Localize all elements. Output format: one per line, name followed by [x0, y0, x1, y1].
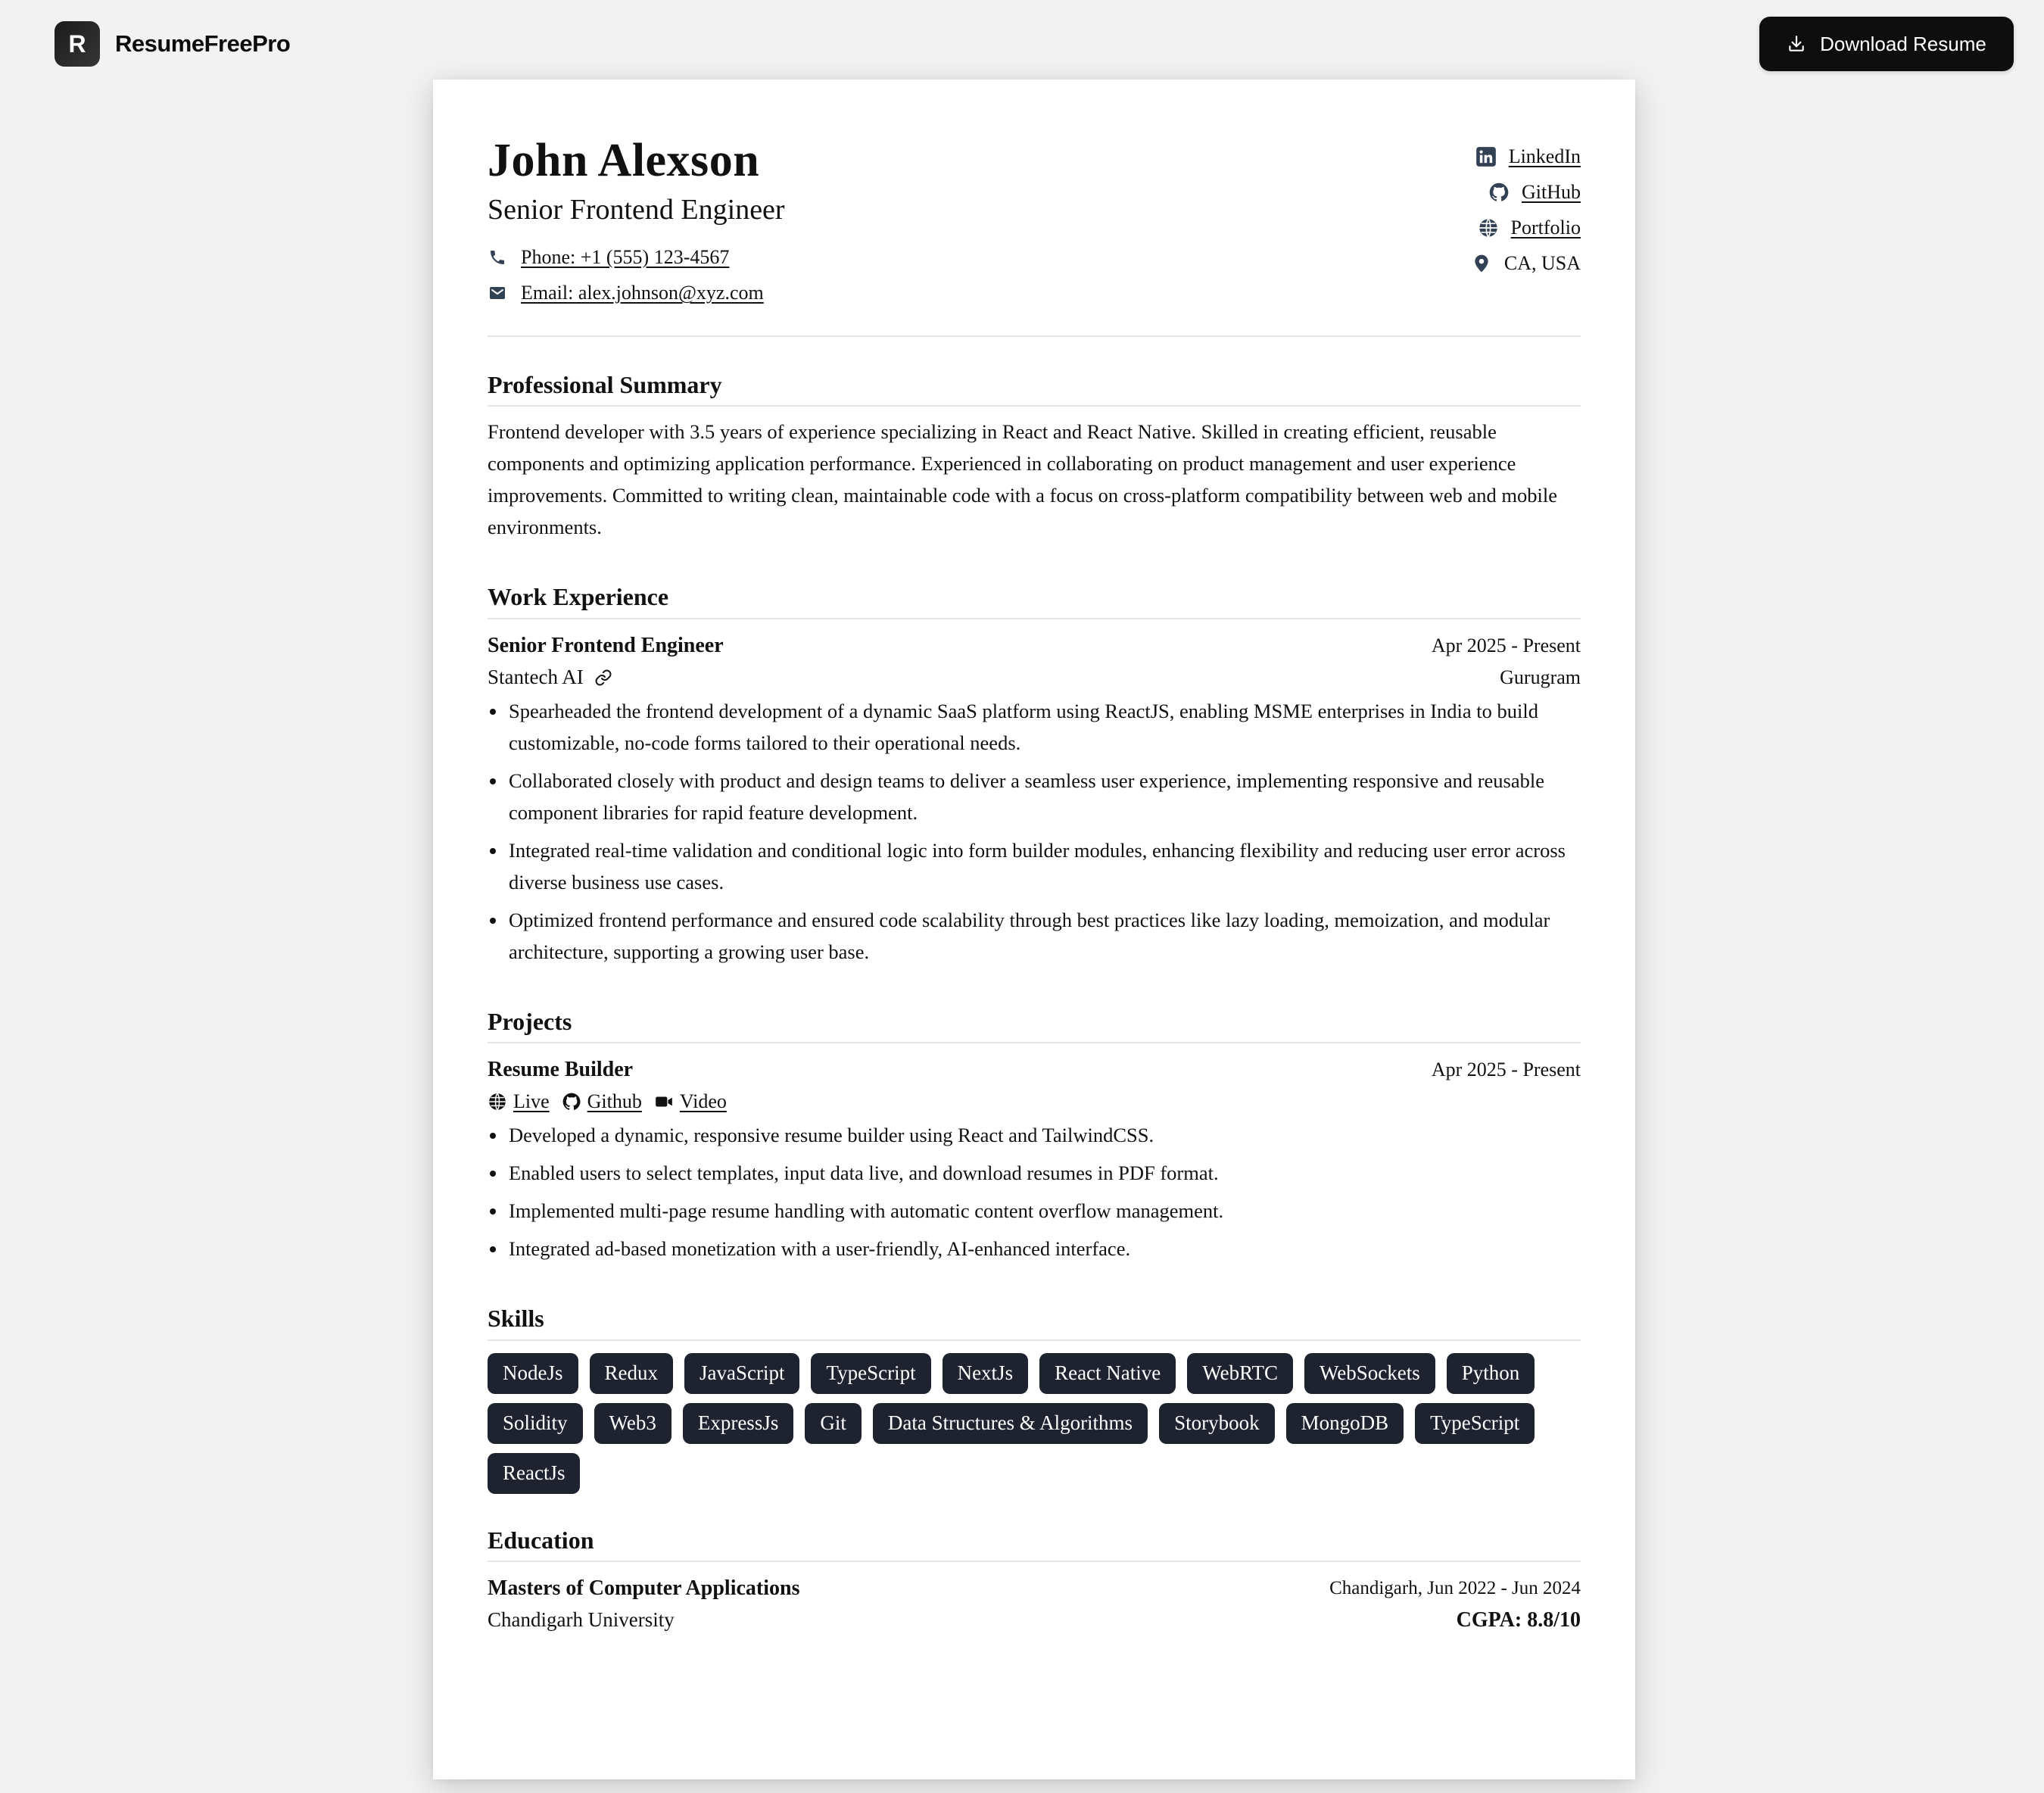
section-title-summary: Professional Summary: [488, 370, 1581, 407]
skills-list: [488, 1353, 1563, 1494]
download-icon: [1787, 34, 1806, 54]
section-title-education: Education: [488, 1526, 1581, 1562]
brand-name: ResumeFreePro: [115, 30, 291, 57]
education-grade: CGPA: 8.8/10: [1456, 1607, 1581, 1632]
skill-pill: WebRTC: [1187, 1353, 1293, 1394]
email-row: [488, 276, 1581, 311]
profile-links: [1471, 139, 1581, 281]
work-entry: [488, 630, 1581, 968]
skill-pill: NextJs: [943, 1353, 1029, 1394]
summary-section: [488, 370, 1581, 543]
project-dates: Apr 2025 - Present: [1431, 1059, 1581, 1081]
skill-pill: Git: [805, 1403, 862, 1444]
link-icon[interactable]: [594, 669, 612, 687]
github-row: [1471, 174, 1581, 210]
location-pin-icon: [1471, 253, 1492, 274]
section-title-skills: Skills: [488, 1304, 1581, 1340]
work-location: Gurugram: [1500, 666, 1581, 688]
skill-pill: Storybook: [1159, 1403, 1275, 1444]
github-icon: [1488, 182, 1510, 203]
education-institution: Chandigarh University: [488, 1608, 675, 1632]
skill-pill: Data Structures & Algorithms: [873, 1403, 1148, 1444]
logo-icon: R: [55, 21, 100, 67]
skill-pill: ExpressJs: [683, 1403, 794, 1444]
video-camera-icon: [654, 1092, 674, 1112]
project-github-label[interactable]: Github: [587, 1090, 642, 1113]
portfolio-row: [1471, 210, 1581, 245]
summary-text: Frontend developer with 3.5 years of experience specializing in React and React Native. Skilled in creating efficient, reusable components and optimizing application performance. Experienced in collaborating on product management and user experience improvements. Committed to writing clean, maintainable code with a focus on cross-platform compatibility between web and mobile environments.: [488, 420, 1557, 539]
project-live-label[interactable]: Live: [513, 1090, 550, 1113]
skill-pill: Redux: [590, 1353, 674, 1394]
skills-section: [488, 1304, 1581, 1493]
github-icon: [562, 1092, 581, 1112]
skill-pill: TypeScript: [1415, 1403, 1535, 1444]
download-resume-button[interactable]: [1759, 17, 2014, 71]
skill-pill: TypeScript: [811, 1353, 930, 1394]
work-bullet: Optimized frontend performance and ensured code scalability through best practices like lazy loading, memoization, and modular architecture, supporting a growing user base.: [488, 904, 1581, 968]
location-row: [1471, 245, 1581, 281]
project-bullet: Developed a dynamic, responsive resume builder using React and TailwindCSS.: [488, 1119, 1581, 1151]
contact-info: [488, 240, 1581, 311]
work-bullets: [488, 695, 1581, 968]
brand[interactable]: [55, 21, 290, 67]
github-link[interactable]: GitHub: [1522, 180, 1581, 203]
work-bullet: Collaborated closely with product and design teams to deliver a seamless user experience, implementing responsive and reusable component libraries for rapid feature development.: [488, 765, 1581, 828]
portfolio-link[interactable]: Portfolio: [1510, 216, 1581, 239]
project-bullet: Implemented multi-page resume handling with automatic content overflow management.: [488, 1195, 1581, 1227]
phone-link[interactable]: Phone: +1 (555) 123-4567: [521, 246, 730, 269]
work-bullet: Integrated real-time validation and conditional logic into form builder modules, enhancing flexibility and reducing user error across diverse business use cases.: [488, 834, 1581, 898]
skill-pill: Web3: [594, 1403, 671, 1444]
education-entry: [488, 1573, 1581, 1636]
location-text: CA, USA: [1503, 251, 1581, 274]
phone-row: [488, 240, 1581, 276]
candidate-title: Senior Frontend Engineer: [488, 194, 785, 226]
work-company: [488, 666, 612, 689]
email-icon: [488, 283, 507, 303]
globe-icon: [488, 1092, 507, 1112]
skill-pill: Solidity: [488, 1403, 583, 1444]
skill-pill: WebSockets: [1304, 1353, 1435, 1394]
work-company-name: Stantech AI: [488, 666, 584, 689]
section-title-projects: Projects: [488, 1007, 1581, 1043]
download-resume-label: Download Resume: [1820, 32, 1986, 55]
skill-pill: React Native: [1039, 1353, 1176, 1394]
section-title-work: Work Experience: [488, 582, 1581, 619]
globe-icon: [1478, 217, 1499, 239]
linkedin-icon: [1475, 146, 1497, 167]
skill-pill: ReactJs: [488, 1453, 580, 1494]
work-role: Senior Frontend Engineer: [488, 633, 724, 657]
linkedin-row: [1471, 139, 1581, 174]
projects-section: [488, 1007, 1581, 1264]
skill-pill: Python: [1447, 1353, 1535, 1394]
candidate-name: John Alexson: [488, 135, 760, 186]
skill-pill: JavaScript: [684, 1353, 799, 1394]
work-section: [488, 582, 1581, 967]
project-github-link[interactable]: [562, 1090, 642, 1113]
work-dates: Apr 2025 - Present: [1431, 634, 1581, 656]
project-video-link[interactable]: [654, 1090, 727, 1113]
project-video-label[interactable]: Video: [679, 1090, 727, 1113]
linkedin-link[interactable]: LinkedIn: [1508, 145, 1581, 167]
project-name: Resume Builder: [488, 1058, 634, 1082]
project-bullet: Enabled users to select templates, input data live, and download resumes in PDF format.: [488, 1157, 1581, 1189]
education-degree: Masters of Computer Applications: [488, 1576, 800, 1600]
phone-icon: [488, 248, 507, 267]
education-section: [488, 1526, 1581, 1636]
education-location-dates: Chandigarh, Jun 2022 - Jun 2024: [1329, 1577, 1581, 1598]
skill-pill: MongoDB: [1286, 1403, 1404, 1444]
email-link[interactable]: Email: alex.johnson@xyz.com: [521, 282, 764, 304]
project-live-link[interactable]: [488, 1090, 550, 1113]
project-bullet: Integrated ad-based monetization with a user-friendly, AI-enhanced interface.: [488, 1233, 1581, 1264]
skill-pill: NodeJs: [488, 1353, 578, 1394]
project-bullets: [488, 1119, 1581, 1264]
project-links: [488, 1086, 1581, 1118]
resume-page: [433, 80, 1635, 1779]
work-bullet: Spearheaded the frontend development of a dynamic SaaS platform using ReactJS, enabling MSME enterprises in India to build customizable, no-code forms tailored to their operational needs.: [488, 695, 1581, 759]
resume-header: [488, 137, 1581, 337]
project-entry: [488, 1054, 1581, 1264]
